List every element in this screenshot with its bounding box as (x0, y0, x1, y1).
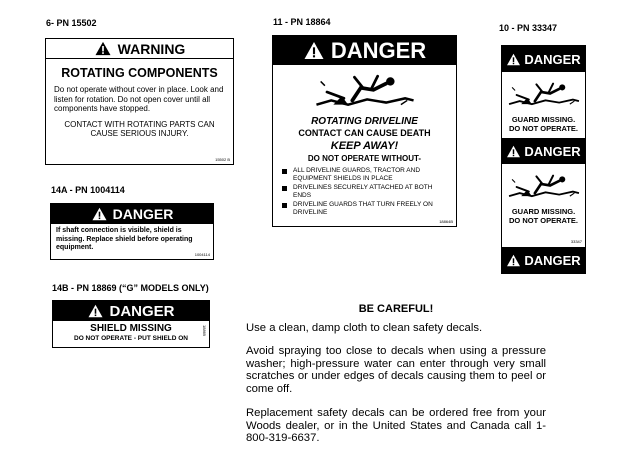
careful-paragraph-2: Avoid spraying too close to decals when using a pressure washer; high-pressure water can enter through very small scratches or under edges of decals causing them to peel or come off. (246, 345, 546, 395)
decal-10-header-2: DANGER (502, 138, 585, 164)
decal-11-part-number: 11 - PN 18864 (273, 17, 331, 27)
warning-triangle-icon (506, 254, 521, 267)
decal-6-header (46, 39, 233, 59)
decal-14a-code: 1004114 (194, 252, 210, 257)
decal-14b-part-number: 14B - PN 18869 (“G” MODELS ONLY) (52, 283, 209, 293)
decal-10-danger (501, 45, 586, 274)
decal-10-guard-line2: DO NOT OPERATE. (508, 216, 579, 225)
decal-10-part-number: 10 - PN 33347 (499, 23, 558, 33)
decal-11-header (273, 36, 456, 65)
decal-11-do-not: DO NOT OPERATE WITHOUT- (307, 154, 422, 163)
decal-14b-code: 18869 (202, 325, 207, 337)
decal-11-keep-away: KEEP AWAY! (330, 140, 399, 152)
driveline-entanglement-icon (310, 73, 420, 111)
warning-triangle-icon (87, 304, 104, 318)
decal-10-code: 33347 (570, 239, 582, 244)
careful-paragraph-3: Replacement safety decals can be ordered free from your Woods dealer, or in the United States and Canada call 1-800-319-6637. (246, 407, 546, 444)
decal-14b-danger (52, 300, 210, 348)
decal-11-title2: CONTACT CAN CAUSE DEATH (298, 128, 431, 138)
decal-14a-header-text: DANGER (112, 206, 174, 222)
list-item: DRIVELINE GUARDS THAT TURN FREELY ON DRIVELINE (281, 201, 448, 216)
decal-10-guard-line2: DO NOT OPERATE. (508, 124, 579, 133)
warning-triangle-icon (506, 145, 521, 158)
decal-10-guard-line1: GUARD MISSING. (511, 207, 576, 216)
decal-11-header-text: DANGER (330, 37, 427, 63)
decal-11-title1: ROTATING DRIVELINE (311, 116, 418, 127)
decal-14a-part-number: 14A - PN 1004114 (51, 185, 125, 195)
driveline-entanglement-icon (506, 81, 582, 109)
decal-10-guard-line1: GUARD MISSING. (511, 115, 576, 124)
decal-10-header-3: DANGER (502, 247, 585, 273)
decal-6-footer: CONTACT WITH ROTATING PARTS CAN CAUSE SERIOUS INJURY. (64, 119, 215, 138)
careful-paragraph-1: Use a clean, damp cloth to clean safety decals. (246, 322, 483, 334)
decal-6-body: Do not operate without cover in place. Look and listen for rotation. Do not open cover until all components have stopped. (54, 85, 224, 113)
decal-14b-line2: DO NOT OPERATE - PUT SHIELD ON (74, 335, 188, 342)
decal-10-header-1: DANGER (502, 46, 585, 72)
warning-triangle-icon (94, 41, 112, 56)
careful-heading: BE CAREFUL! (358, 303, 434, 315)
decal-14b-line1: SHIELD MISSING (90, 323, 172, 334)
decal-14a-danger (50, 203, 214, 260)
decal-14b-header-text: DANGER (109, 302, 175, 320)
driveline-entanglement-icon (506, 173, 582, 201)
warning-triangle-icon (506, 53, 521, 66)
decal-6-warning (45, 38, 234, 165)
decal-11-danger (272, 35, 457, 227)
decal-6-part-number: 6- PN 15502 (46, 18, 97, 28)
decal-6-header-text: WARNING (117, 40, 186, 57)
list-item: ALL DRIVELINE GUARDS, TRACTOR AND EQUIPMENT SHIELDS IN PLACE (281, 167, 448, 182)
list-item: DRIVELINES SECURELY ATTACHED AT BOTH ENDS (281, 184, 448, 199)
warning-triangle-icon (303, 41, 325, 60)
warning-triangle-icon (91, 207, 108, 221)
decal-14a-body: If shaft connection is visible, shield is missing. Replace shield before operating equipment. (56, 227, 193, 251)
decal-6-title: ROTATING COMPONENTS (61, 66, 218, 80)
decal-14b-header (53, 301, 209, 321)
decal-14a-header (51, 204, 213, 224)
decal-6-code: 15502 B (215, 157, 230, 162)
decal-11-code: 18864B (439, 219, 453, 224)
decal-11-bullets (273, 163, 456, 216)
